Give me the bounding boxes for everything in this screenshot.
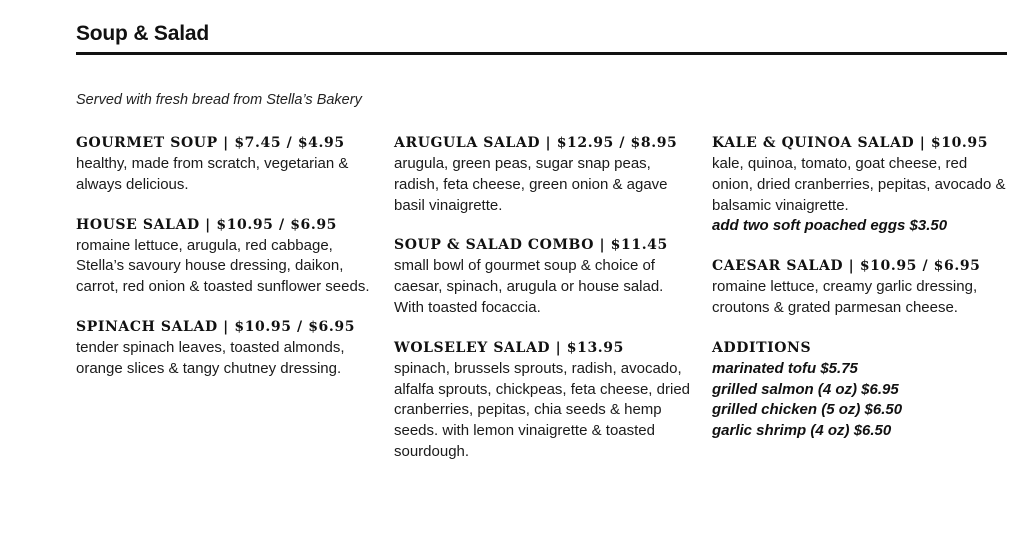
menu-item-title: ARUGULA SALAD | $12.95 / $8.95 (394, 135, 678, 151)
menu-item-house-salad (76, 214, 376, 298)
menu-item-title: HOUSE SALAD | $10.95 / $6.95 (76, 216, 338, 233)
menu-item-description: romaine lettuce, arugula, red cabbage, Stella’s savoury house dressing, daikon, carrot, red onion & toasted sunflower seeds. (76, 236, 370, 296)
menu-item-description: healthy, made from scratch, vegetarian & always delicious. (76, 155, 349, 193)
menu-item-title: CAESAR SALAD | $10.95 / $6.95 (712, 258, 981, 275)
addition-item: garlic shrimp (4 oz) $6.50 (712, 422, 892, 440)
menu-item-description: tender spinach leaves, toasted almonds, orange slices & tangy chutney dressing. (76, 338, 345, 377)
page-title: Soup & Salad (76, 22, 209, 45)
menu-item-addon-note: add two soft poached eggs $3.50 (712, 217, 948, 235)
menu-item-description: romaine lettuce, creamy garlic dressing, croutons & grated parmesan cheese. (712, 278, 978, 316)
menu-item-title: WOLSELEY SALAD | $13.95 (394, 339, 624, 356)
additions-title: ADDITIONS (712, 339, 812, 356)
menu-item-title: KALE & QUINOA SALAD | $10.95 (712, 135, 989, 151)
menu-item-soup-salad-combo (394, 234, 694, 318)
section-subtitle: Served with fresh bread from Stella’s Bakery (76, 92, 362, 108)
additions-section (712, 337, 1012, 442)
menu-column-1 (76, 132, 376, 398)
menu-item-arugula-salad (394, 132, 694, 216)
menu-item-title: GOURMET SOUP | $7.45 / $4.95 (76, 135, 345, 151)
menu-item-kale-quinoa-salad (712, 132, 1012, 237)
menu-item-title: SPINACH SALAD | $10.95 / $6.95 (76, 318, 356, 335)
addition-item: grilled chicken (5 oz) $6.50 (712, 401, 903, 419)
menu-item-caesar-salad (712, 255, 1012, 319)
menu-item-description: arugula, green peas, sugar snap peas, radish, feta cheese, green onion & agave basil vinaigrette. (394, 155, 668, 214)
additions-list (712, 359, 1012, 442)
menu-item-title: SOUP & SALAD COMBO | $11.45 (394, 237, 668, 254)
menu-item-gourmet-soup (76, 132, 376, 196)
menu-item-description: spinach, brussels sprouts, radish, avocado, alfalfa sprouts, chickpeas, feta cheese, dried cranberries, pepitas, chia seeds & hemp seeds. with lemon vinaigrette & toasted sourdough. (394, 359, 691, 460)
menu-item-description: small bowl of gourmet soup & choice of caesar, spinach, arugula or house salad. With toasted focaccia. (394, 257, 664, 316)
menu-column-3 (712, 132, 1012, 460)
menu-item-description: kale, quinoa, tomato, goat cheese, red onion, dried cranberries, pepitas, avocado & balsamic vinaigrette. (712, 155, 1006, 214)
addition-item: grilled salmon (4 oz) $6.95 (712, 380, 899, 398)
menu-item-spinach-salad (76, 316, 376, 380)
title-divider (76, 52, 1007, 55)
menu-item-wolseley-salad (394, 337, 694, 463)
addition-item: marinated tofu $5.75 (712, 359, 858, 377)
menu-column-2 (394, 132, 694, 481)
